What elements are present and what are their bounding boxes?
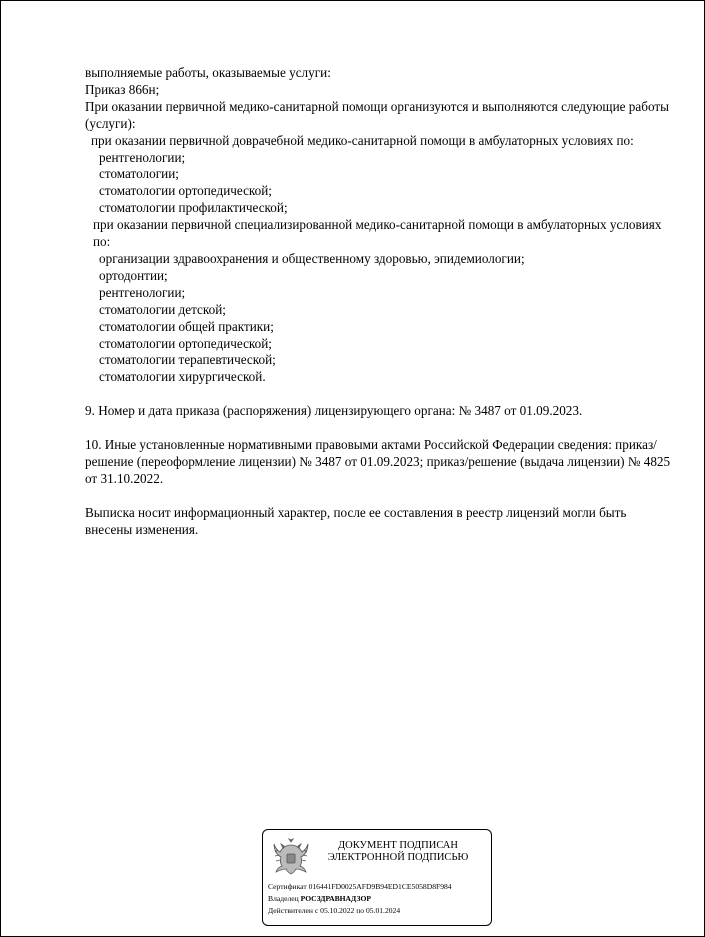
certificate-value: 016441FD0025AFD9B94ED1CE5058D8F984 <box>308 882 452 891</box>
validity-line <box>268 906 400 915</box>
electronic-signature-stamp <box>262 829 492 926</box>
list-item: ортодонтии; <box>99 267 168 283</box>
valid-label: Действителен <box>268 906 313 915</box>
list-item: стоматологии общей практики; <box>99 318 274 334</box>
list-item: рентгенологии; <box>99 284 186 300</box>
disclaimer-note: Выписка носит информационный характер, после ее составления в реестр лицензий могли быть внесены изменения. <box>85 504 627 537</box>
text-line: При оказании первичной медико-санитарной помощи организуются и выполняются следующие работы (услуги): <box>85 98 669 131</box>
list-item: стоматологии детской; <box>99 301 226 317</box>
item-10: 10. Иные установленные нормативными правовыми актами Российской Федерации сведения: приказ/решение (переоформление лицензии) № 3487 от 01.09.2023; приказ/решение (выдача лицензии) № 4825 от 31.10.2022. <box>85 437 671 486</box>
document-body <box>85 65 675 539</box>
list-item: рентгенологии; <box>99 149 186 165</box>
text-line: при оказании первичной специализированной медико-санитарной помощи в амбулаторных условиях по: <box>93 217 662 250</box>
text-line: при оказании первичной доврачебной медико-санитарной помощи в амбулаторных условиях по: <box>91 132 634 148</box>
list-item: стоматологии терапевтической; <box>99 352 276 368</box>
owner-line <box>268 894 371 903</box>
certificate-label: Сертификат <box>268 882 307 891</box>
list-item: организации здравоохранения и общественному здоровью, эпидемиологии; <box>99 250 525 266</box>
russian-coat-of-arms-icon <box>270 836 312 878</box>
text-line: выполняемые работы, оказываемые услуги: <box>85 65 331 80</box>
list-item: стоматологии ортопедической; <box>99 335 272 351</box>
list-item: стоматологии; <box>99 166 179 182</box>
valid-value: с 05.10.2022 по 05.01.2024 <box>314 906 401 915</box>
stamp-title-line2: ЭЛЕКТРОННОЙ ПОДПИСЬЮ <box>327 852 469 863</box>
stamp-title-line1: ДОКУМЕНТ ПОДПИСАН <box>338 840 458 851</box>
text-line: Приказ 866н; <box>85 81 160 97</box>
list-item: стоматологии профилактической; <box>99 200 288 216</box>
list-item: стоматологии хирургической. <box>99 369 266 385</box>
owner-value: РОСЗДРАВНАДЗОР <box>300 894 372 903</box>
certificate-line <box>268 882 452 891</box>
stamp-title <box>313 840 483 864</box>
item-9: 9. Номер и дата приказа (распоряжения) лицензирующего органа: № 3487 от 01.09.2023. <box>85 403 583 419</box>
owner-label: Владелец <box>268 894 299 903</box>
list-item: стоматологии ортопедической; <box>99 183 272 199</box>
